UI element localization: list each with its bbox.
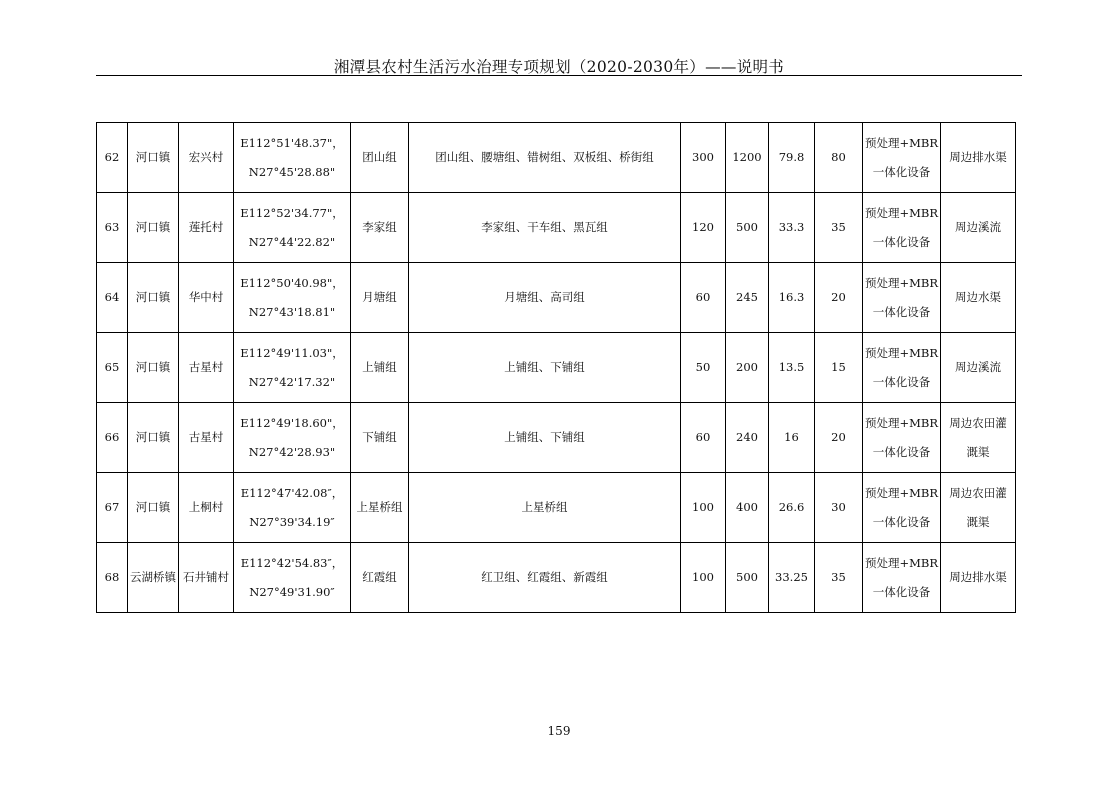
cell-capacity: 80 <box>815 123 863 193</box>
discharge-line-1: 周边排水渠 <box>949 570 1007 584</box>
cell-group: 李家组 <box>351 193 409 263</box>
cell-served-groups: 上星桥组 <box>409 473 681 543</box>
cell-town: 河口镇 <box>128 333 179 403</box>
table-row <box>97 543 1016 613</box>
cell-town: 河口镇 <box>128 123 179 193</box>
cell-population: 1200 <box>726 123 769 193</box>
cell-process <box>863 473 941 543</box>
cell-coordinates <box>234 123 351 193</box>
cell-capacity: 20 <box>815 263 863 333</box>
discharge-line-1: 周边农田灌 <box>949 485 1007 500</box>
cell-no: 65 <box>97 333 128 403</box>
table-row <box>97 193 1016 263</box>
cell-process <box>863 543 941 613</box>
cell-village: 上桐村 <box>179 473 234 543</box>
coord-east: E112°50'40.98"， <box>240 275 344 290</box>
cell-capacity: 20 <box>815 403 863 473</box>
cell-process <box>863 193 941 263</box>
cell-group: 团山组 <box>351 123 409 193</box>
cell-village: 莲托村 <box>179 193 234 263</box>
cell-no: 66 <box>97 403 128 473</box>
discharge-line-2: 溉渠 <box>966 444 990 459</box>
cell-capacity: 15 <box>815 333 863 403</box>
discharge-line-1: 周边水渠 <box>955 290 1001 304</box>
process-line-1: 预处理+MBR <box>865 205 939 220</box>
cell-population: 245 <box>726 263 769 333</box>
coord-north: N27°42'17.32" <box>248 374 336 389</box>
cell-served-groups: 上铺组、下铺组 <box>409 333 681 403</box>
cell-group: 下铺组 <box>351 403 409 473</box>
discharge-line-1: 周边排水渠 <box>949 150 1007 164</box>
cell-no: 63 <box>97 193 128 263</box>
process-line-1: 预处理+MBR <box>865 485 939 500</box>
discharge-line-1: 周边溪流 <box>955 360 1001 374</box>
cell-served-groups: 团山组、腰塘组、错树组、双板组、桥街组 <box>409 123 681 193</box>
cell-coordinates <box>234 333 351 403</box>
cell-served-groups: 李家组、干车组、黑瓦组 <box>409 193 681 263</box>
coord-north: N27°49'31.90″ <box>249 584 335 599</box>
cell-population: 500 <box>726 543 769 613</box>
process-line-1: 预处理+MBR <box>865 275 939 290</box>
coord-east: E112°51'48.37"， <box>240 135 344 150</box>
cell-town: 河口镇 <box>128 473 179 543</box>
cell-households: 60 <box>681 263 726 333</box>
cell-flow: 16 <box>769 403 815 473</box>
cell-households: 300 <box>681 123 726 193</box>
cell-population: 400 <box>726 473 769 543</box>
cell-village: 华中村 <box>179 263 234 333</box>
process-line-1: 预处理+MBR <box>865 415 939 430</box>
cell-population: 240 <box>726 403 769 473</box>
cell-coordinates <box>234 543 351 613</box>
process-line-2: 一体化设备 <box>872 304 931 319</box>
cell-flow: 79.8 <box>769 123 815 193</box>
cell-discharge <box>941 333 1016 403</box>
coord-east: E112°42'54.83″， <box>240 555 344 570</box>
cell-group: 月塘组 <box>351 263 409 333</box>
cell-village: 石井铺村 <box>179 543 234 613</box>
cell-discharge <box>941 543 1016 613</box>
cell-group: 上星桥组 <box>351 473 409 543</box>
coord-east: E112°49'11.03"， <box>240 345 344 360</box>
cell-served-groups: 上铺组、下铺组 <box>409 403 681 473</box>
cell-discharge <box>941 193 1016 263</box>
process-line-2: 一体化设备 <box>872 164 931 179</box>
cell-population: 500 <box>726 193 769 263</box>
coord-north: N27°43'18.81" <box>248 304 336 319</box>
cell-no: 62 <box>97 123 128 193</box>
cell-flow: 16.3 <box>769 263 815 333</box>
cell-coordinates <box>234 403 351 473</box>
cell-coordinates <box>234 263 351 333</box>
coord-north: N27°42'28.93" <box>248 444 336 459</box>
cell-town: 河口镇 <box>128 403 179 473</box>
cell-village: 古星村 <box>179 333 234 403</box>
table-row <box>97 123 1016 193</box>
table-row <box>97 263 1016 333</box>
cell-flow: 33.25 <box>769 543 815 613</box>
cell-town: 河口镇 <box>128 193 179 263</box>
cell-population: 200 <box>726 333 769 403</box>
process-line-1: 预处理+MBR <box>865 555 939 570</box>
cell-town: 河口镇 <box>128 263 179 333</box>
page-number: 159 <box>547 724 571 738</box>
cell-no: 67 <box>97 473 128 543</box>
cell-flow: 13.5 <box>769 333 815 403</box>
cell-discharge <box>941 263 1016 333</box>
header-divider <box>96 75 1022 76</box>
cell-group: 上铺组 <box>351 333 409 403</box>
cell-coordinates <box>234 473 351 543</box>
table-row <box>97 333 1016 403</box>
cell-discharge <box>941 473 1016 543</box>
process-line-2: 一体化设备 <box>872 584 931 599</box>
cell-discharge <box>941 123 1016 193</box>
cell-capacity: 35 <box>815 543 863 613</box>
cell-households: 100 <box>681 543 726 613</box>
cell-flow: 26.6 <box>769 473 815 543</box>
cell-households: 120 <box>681 193 726 263</box>
cell-process <box>863 263 941 333</box>
document-header-title: 湘潭县农村生活污水治理专项规划（2020-2030年）——说明书 <box>333 58 785 76</box>
cell-group: 红霞组 <box>351 543 409 613</box>
cell-village: 宏兴村 <box>179 123 234 193</box>
table-row <box>97 473 1016 543</box>
coord-east: E112°47'42.08″， <box>240 485 344 500</box>
discharge-line-1: 周边溪流 <box>955 220 1001 234</box>
cell-capacity: 35 <box>815 193 863 263</box>
discharge-line-1: 周边农田灌 <box>949 415 1007 430</box>
coord-east: E112°49'18.60"， <box>240 415 344 430</box>
facility-table <box>96 122 1016 613</box>
cell-town: 云湖桥镇 <box>128 543 179 613</box>
cell-process <box>863 123 941 193</box>
cell-served-groups: 月塘组、高司组 <box>409 263 681 333</box>
cell-process <box>863 403 941 473</box>
process-line-1: 预处理+MBR <box>865 135 939 150</box>
cell-served-groups: 红卫组、红霞组、新霞组 <box>409 543 681 613</box>
table-body <box>97 123 1016 613</box>
coord-north: N27°39'34.19″ <box>249 514 335 529</box>
cell-no: 64 <box>97 263 128 333</box>
process-line-2: 一体化设备 <box>872 514 931 529</box>
cell-no: 68 <box>97 543 128 613</box>
cell-households: 50 <box>681 333 726 403</box>
cell-process <box>863 333 941 403</box>
cell-village: 古星村 <box>179 403 234 473</box>
process-line-2: 一体化设备 <box>872 444 931 459</box>
cell-capacity: 30 <box>815 473 863 543</box>
process-line-1: 预处理+MBR <box>865 345 939 360</box>
cell-flow: 33.3 <box>769 193 815 263</box>
discharge-line-2: 溉渠 <box>966 514 990 529</box>
cell-households: 100 <box>681 473 726 543</box>
coord-east: E112°52'34.77"， <box>240 205 344 220</box>
process-line-2: 一体化设备 <box>872 234 931 249</box>
cell-coordinates <box>234 193 351 263</box>
process-line-2: 一体化设备 <box>872 374 931 389</box>
cell-households: 60 <box>681 403 726 473</box>
coord-north: N27°44'22.82" <box>248 234 336 249</box>
table-row <box>97 403 1016 473</box>
coord-north: N27°45'28.88" <box>248 164 336 179</box>
cell-discharge <box>941 403 1016 473</box>
